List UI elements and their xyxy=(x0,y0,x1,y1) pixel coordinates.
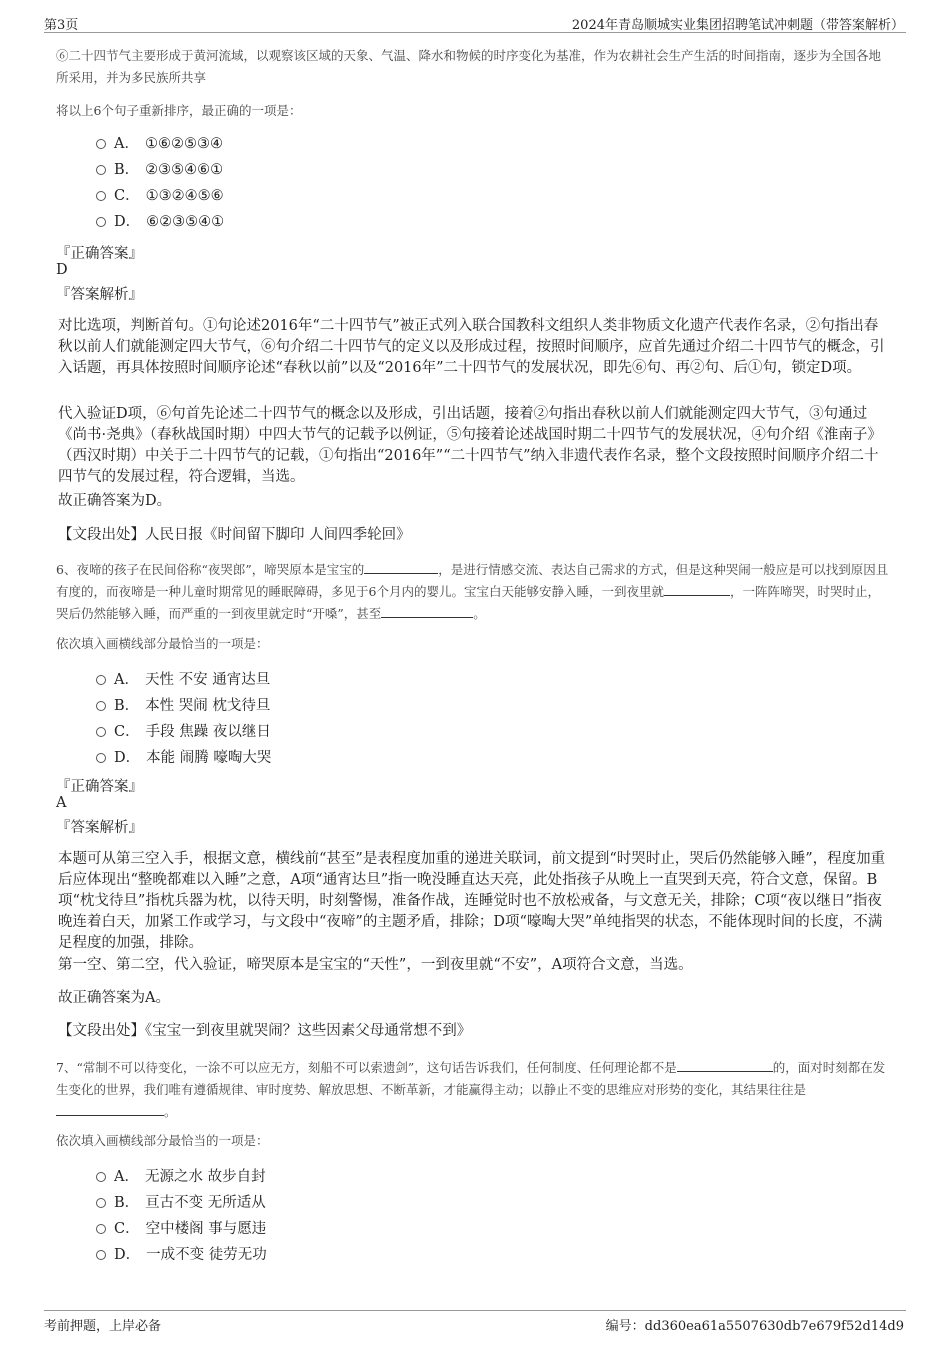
q7-option-d[interactable]: D． 一成不变 徒劳无功 xyxy=(96,1242,267,1268)
radio-icon[interactable] xyxy=(96,1172,106,1182)
q5-answer: D xyxy=(56,262,68,278)
radio-icon[interactable] xyxy=(96,701,106,711)
q7-stem: 7、“常制不可以待变化，一涂不可以应无方，刻船不可以索遗剑”，这句话告诉我们，任何制度、任何理论都不是 的，面对时刻都在发生变化的世界，我们唯有遵循规律、审时度势、解放思想、不断革新，才能赢得主动；以静止不变的思维应对形势的变化，其结果往往是。 xyxy=(56,1057,892,1123)
blank-2 xyxy=(56,1101,164,1116)
radio-icon[interactable] xyxy=(96,675,106,685)
q6-analysis-p1: 本题可从第三空入手，根据文意，横线前“甚至”是表程度加重的递进关联词，前文提到“时哭时止，哭后仍然能够入睡”，程度加重后应体现出“整晚都难以入睡”之意，A项“通宵达旦”指一晚没睡直达天亮，此处指孩子从晚上一直哭到天亮，符合文意，保留。B项“枕戈待旦”指枕兵器为枕，以待天明，时刻警惕，准备作战，连睡觉时也不放松戒备，与文意无关，排除；C项“夜以继日”指夜晚连着白天，加紧工作或学习，与文段中“夜啼”的主题矛盾，排除；D项“嚎啕大哭”单纯指哭的状态，不能体现时间的长度，不满足程度的加强，排除。 xyxy=(58,851,886,951)
q5-option-d[interactable]: D． ⑥②③⑤④① xyxy=(96,209,224,235)
q7-options xyxy=(96,1164,267,1268)
radio-icon[interactable] xyxy=(96,1198,106,1208)
document-code: 编号：dd360ea61a5507630db7e679f52d14d9 xyxy=(605,1319,904,1334)
page-number: 第3页 xyxy=(44,18,79,33)
radio-icon[interactable] xyxy=(96,727,106,737)
sentence-6: ⑥二十四节气主要形成于黄河流域，以观察该区域的天象、气温、降水和物候的时序变化为基准，作为农耕社会生产生活的时间指南，逐步为全国各地所采用，并为多民族所共享 xyxy=(56,48,882,85)
q6-option-c[interactable]: C． 手段 焦躁 夜以继日 xyxy=(96,719,271,745)
q7-option-b[interactable]: B． 亘古不变 无所适从 xyxy=(96,1190,267,1216)
q6-stem: 6、夜啼的孩子在民间俗称“夜哭郎”，啼哭原本是宝宝的 ，是进行情感交流、表达自己需求的方式，但是这种哭闹一般应是可以找到原因且有度的，而夜啼是一种儿童时期常见的睡眠障碍，多见于6个月内的婴儿。宝宝白天能够安静入睡，一到夜里就 ，一阵阵啼哭，时哭时止，哭后仍然能够入睡，而严重的一到夜里就定时“开嗓”，甚至 。 xyxy=(56,559,892,625)
radio-icon[interactable] xyxy=(96,165,106,175)
q6-conclusion: 故正确答案为A。 xyxy=(58,990,170,1006)
q5-source: 【文段出处】人民日报《时间留下脚印 人间四季轮回》 xyxy=(58,527,411,543)
q5-prompt: 将以上6个句子重新排序，最正确的一项是： xyxy=(56,103,302,118)
q6-option-d[interactable]: D． 本能 闹腾 嚎啕大哭 xyxy=(96,745,271,771)
blank-2 xyxy=(664,581,730,596)
q6-answer-label: 『正确答案』 xyxy=(56,779,143,795)
q5-analysis-p2: 代入验证D项，⑥句首先论述二十四节气的概念以及形成，引出话题，接着②句指出春秋以前人们就能测定四大节气，③句通过《尚书·尧典》（春秋战国时期）中四大节气的记载予以例证，⑤句接着论述战国时期二十四节气的发展状况，④句介绍《淮南子》（西汉时期）中关于二十四节气的记载，①句指出“2016年”“二十四节气”纳入非遗代表作名录，整个文段按照时间顺序介绍二十四节气的发展过程，符合逻辑，当选。 xyxy=(58,406,882,485)
q5-option-a[interactable]: A． ①⑥②⑤③④ xyxy=(96,131,224,157)
radio-icon[interactable] xyxy=(96,1224,106,1234)
q5-analysis-p1: 对比选项，判断首句。①句论述2016年“二十四节气”被正式列入联合国教科文组织人类非物质文化遗产代表作名录，②句指出春秋以前人们就能测定四大节气，⑥句介绍二十四节气的定义以及形成过程，按照时间顺序，应首先通过介绍二十四节气的概念，引入话题，再具体按照时间顺序论述“春秋以前”以及“2016年”二十四节气的发展状况，即先⑥句、再②句、后①句，锁定D项。 xyxy=(58,318,885,376)
blank-1 xyxy=(677,1057,773,1072)
radio-icon[interactable] xyxy=(96,139,106,149)
q5-options xyxy=(96,131,224,235)
blank-3 xyxy=(381,603,473,618)
q5-analysis-label: 『答案解析』 xyxy=(56,287,143,303)
q7-option-a[interactable]: A． 无源之水 故步自封 xyxy=(96,1164,267,1190)
page-header xyxy=(44,10,906,33)
radio-icon[interactable] xyxy=(96,1250,106,1260)
q5-option-c[interactable]: C． ①③②④⑤⑥ xyxy=(96,183,224,209)
q6-prompt: 依次填入画横线部分最恰当的一项是： xyxy=(56,636,269,651)
footer-slogan: 考前押题，上岸必备 xyxy=(44,1319,162,1334)
q6-options xyxy=(96,667,271,771)
q6-source: 【文段出处】《宝宝一到夜里就哭闹？这些因素父母通常想不到》 xyxy=(58,1023,472,1039)
q6-option-a[interactable]: A． 天性 不安 通宵达旦 xyxy=(96,667,271,693)
q6-analysis-p2: 第一空、第二空，代入验证，啼哭原本是宝宝的“天性”，一到夜里就“不安”，A项符合文意，当选。 xyxy=(58,957,693,973)
radio-icon[interactable] xyxy=(96,753,106,763)
q6-answer: A xyxy=(56,795,67,811)
radio-icon[interactable] xyxy=(96,217,106,227)
page-footer xyxy=(44,1310,906,1335)
q7-prompt: 依次填入画横线部分最恰当的一项是： xyxy=(56,1133,269,1148)
q5-option-b[interactable]: B． ②③⑤④⑥① xyxy=(96,157,224,183)
q6-analysis-label: 『答案解析』 xyxy=(56,820,143,836)
blank-1 xyxy=(364,559,438,574)
q5-answer-label: 『正确答案』 xyxy=(56,246,143,262)
radio-icon[interactable] xyxy=(96,191,106,201)
q7-option-c[interactable]: C． 空中楼阁 事与愿违 xyxy=(96,1216,267,1242)
q5-conclusion: 故正确答案为D。 xyxy=(58,493,172,509)
q6-option-b[interactable]: B． 本性 哭闹 枕戈待旦 xyxy=(96,693,271,719)
document-title: 2024年青岛顺城实业集团招聘笔试冲刺题（带答案解析） xyxy=(571,18,904,33)
